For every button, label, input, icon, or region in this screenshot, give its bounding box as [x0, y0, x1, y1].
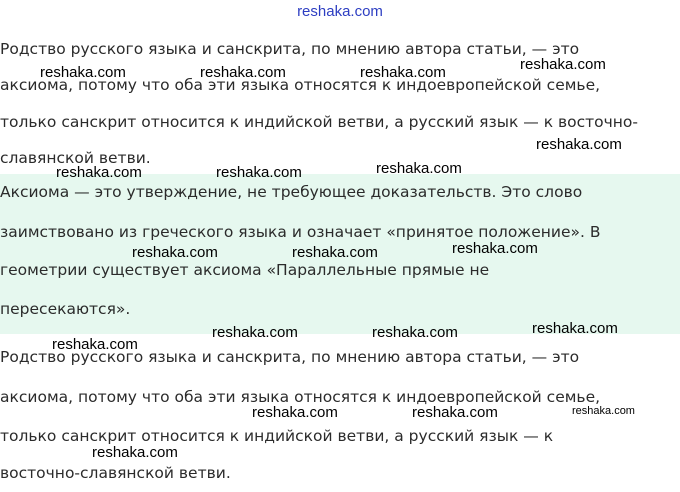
watermark: reshaka.com [212, 324, 298, 341]
watermark: reshaka.com [52, 336, 138, 353]
paragraph-1-line-4: славянской ветви. [0, 149, 151, 167]
watermark: reshaka.com [520, 56, 606, 73]
site-header[interactable]: reshaka.com [297, 3, 383, 20]
paragraph-3-line-2: аксиома, потому что оба эти языка относятся к индоевропейской семье, [0, 388, 601, 406]
watermark: reshaka.com [56, 164, 142, 181]
paragraph-1-line-1: Родство русского языка и санскрита, по мнению автора статьи, — это [0, 40, 580, 58]
watermark: reshaka.com [572, 405, 635, 417]
paragraph-2-line-2: заимствовано из греческого языка и означает «принятое положение». В [0, 223, 601, 241]
watermark: reshaka.com [92, 444, 178, 461]
watermark: reshaka.com [372, 324, 458, 341]
paragraph-1-line-3: только санскрит относится к индийской ветви, а русский язык — к восточно- [0, 113, 638, 131]
watermark: reshaka.com [216, 164, 302, 181]
watermark: reshaka.com [360, 64, 446, 81]
watermark: reshaka.com [292, 244, 378, 261]
watermark: reshaka.com [132, 244, 218, 261]
paragraph-3-line-4: восточно-славянской ветви. [0, 464, 231, 482]
watermark: reshaka.com [412, 404, 498, 421]
watermark: reshaka.com [376, 160, 462, 177]
watermark: reshaka.com [200, 64, 286, 81]
paragraph-2-line-3: геометрии существует аксиома «Параллельные прямые не [0, 261, 490, 279]
watermark: reshaka.com [452, 240, 538, 257]
paragraph-2-line-1: Аксиома — это утверждение, не требующее доказательств. Это слово [0, 183, 583, 201]
paragraph-1-line-2: аксиома, потому что оба эти языка относятся к индоевропейской семье, [0, 76, 601, 94]
paragraph-3-line-3: только санскрит относится к индийской ветви, а русский язык — к [0, 427, 554, 445]
watermark: reshaka.com [532, 320, 618, 337]
paragraph-2-line-4: пересекаются». [0, 300, 131, 318]
watermark: reshaka.com [536, 136, 622, 153]
watermark: reshaka.com [252, 404, 338, 421]
paragraph-3-line-1: Родство русского языка и санскрита, по мнению автора статьи, — это [0, 348, 580, 366]
watermark: reshaka.com [40, 64, 126, 81]
